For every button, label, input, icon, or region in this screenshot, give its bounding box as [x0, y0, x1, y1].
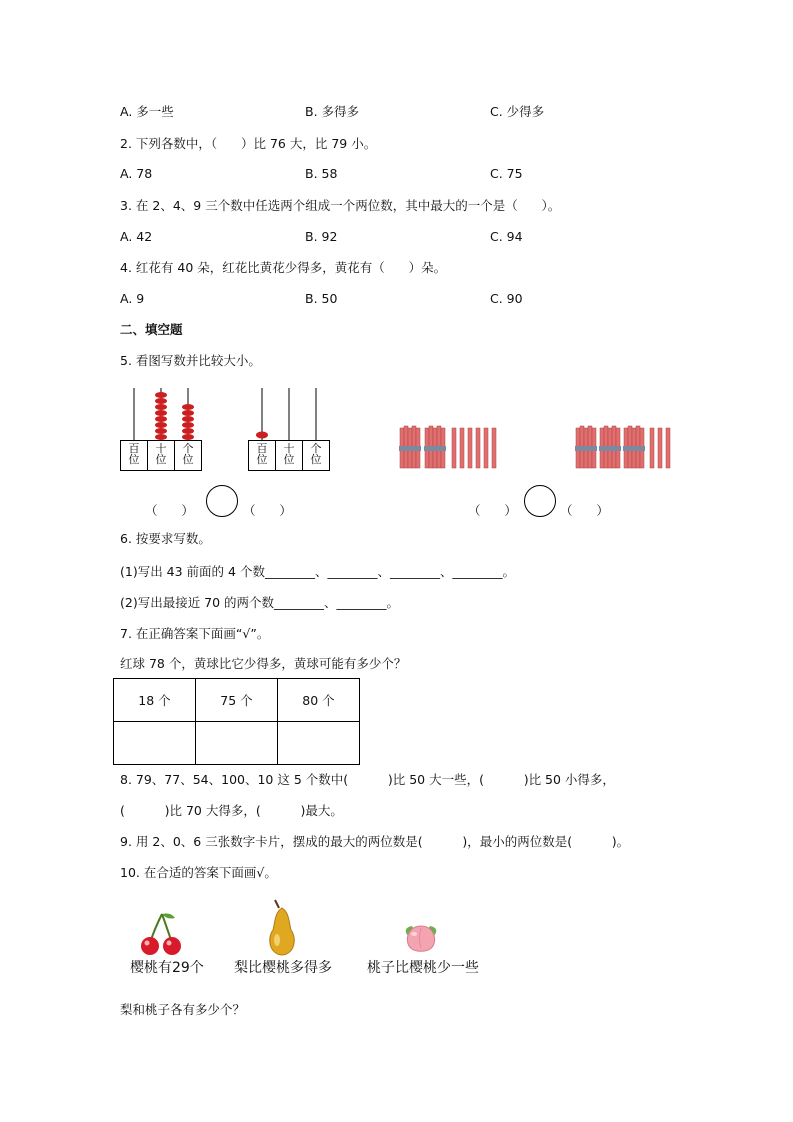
q3-text: 3. 在 2、4、9 三个数中任选两个组成一个两位数，其中最大的一个是（ ）。 [120, 198, 561, 213]
abacus-1-label-ones: 个位 [182, 442, 194, 466]
q4-text: 4. 红花有 40 朵，红花比黄花少得多，黄花有（ ）朵。 [120, 260, 447, 275]
q4-option-a[interactable]: A. 9 [120, 291, 145, 306]
q3-option-c[interactable]: C. 94 [490, 229, 523, 244]
peach-icon [400, 918, 442, 954]
stick-bundles-2 [574, 424, 674, 470]
q5-blank-1[interactable]: （ ） [145, 503, 194, 518]
q1-option-b[interactable]: B. 多得多 [305, 104, 360, 119]
q9-text[interactable]: 9. 用 2、0、6 三张数字卡片，摆成的最大的两位数是( )，最小的两位数是( )。 [120, 834, 630, 849]
q2-option-a[interactable]: A. 78 [120, 166, 153, 181]
abacus-1-label-tens: 十位 [155, 442, 167, 466]
q7-answer-table [113, 678, 360, 765]
q2-text: 2. 下列各数中，（ ）比 76 大，比 79 小。 [120, 136, 377, 151]
peach-caption[interactable]: 桃子比樱桃少一些 [367, 960, 479, 976]
q4-option-c[interactable]: C. 90 [490, 291, 523, 306]
abacus-1 [120, 388, 202, 472]
q7-check-cell-1[interactable] [114, 722, 196, 765]
abacus-2-label-tens: 十位 [283, 442, 295, 466]
q6-text: 6. 按要求写数。 [120, 531, 211, 546]
q1-option-a[interactable]: A. 多一些 [120, 104, 174, 119]
q3-option-a[interactable]: A. 42 [120, 229, 153, 244]
q3-option-b[interactable]: B. 92 [305, 229, 338, 244]
section-title: 二、填空题 [120, 322, 183, 337]
q5-compare-circle-2[interactable] [524, 485, 556, 517]
cherry-caption[interactable]: 樱桃有29个 [130, 960, 204, 976]
q4-option-b[interactable]: B. 50 [305, 291, 338, 306]
q5-blank-3[interactable]: （ ） [468, 503, 517, 518]
q5-text: 5. 看图写数并比较大小。 [120, 353, 261, 368]
q10-question: 梨和桃子各有多少个？ [120, 1002, 246, 1017]
q7-check-cell-3[interactable] [278, 722, 360, 765]
q7-prompt: 红球 78 个，黄球比它少得多，黄球可能有多少个？ [120, 656, 407, 671]
q5-blank-2[interactable]: （ ） [243, 503, 292, 518]
q7-check-cell-2[interactable] [196, 722, 278, 765]
q6-part2[interactable]: (2)写出最接近 70 的两个数________、________。 [120, 595, 400, 610]
abacus-2-label-ones: 个位 [310, 442, 322, 466]
q5-blank-4[interactable]: （ ） [560, 503, 609, 518]
q7-option-75: 75 个 [196, 679, 278, 722]
q2-option-c[interactable]: C. 75 [490, 166, 523, 181]
stick-bundles-1 [398, 424, 508, 470]
abacus-1-label-hundreds: 百位 [128, 442, 140, 466]
q8-line1[interactable]: 8. 79、77、54、100、10 这 5 个数中( )比 50 大一些，( )比 50 小得多， [120, 772, 615, 787]
abacus-2-label-hundreds: 百位 [256, 442, 268, 466]
q5-compare-circle-1[interactable] [206, 485, 238, 517]
q6-part1[interactable]: (1)写出 43 前面的 4 个数________、________、________、________。 [120, 564, 515, 579]
q8-line2[interactable]: ( )比 70 大得多，( )最大。 [120, 803, 343, 818]
q10-text: 10. 在合适的答案下面画√。 [120, 865, 277, 880]
q1-option-c[interactable]: C. 少得多 [490, 104, 545, 119]
pear-icon [265, 898, 299, 958]
q7-text: 7. 在正确答案下面画“√”。 [120, 626, 270, 641]
q7-option-80: 80 个 [278, 679, 360, 722]
cherry-icon [137, 910, 187, 956]
q2-option-b[interactable]: B. 58 [305, 166, 338, 181]
pear-caption[interactable]: 梨比樱桃多得多 [234, 960, 332, 976]
q7-option-18: 18 个 [114, 679, 196, 722]
abacus-2 [248, 388, 330, 472]
